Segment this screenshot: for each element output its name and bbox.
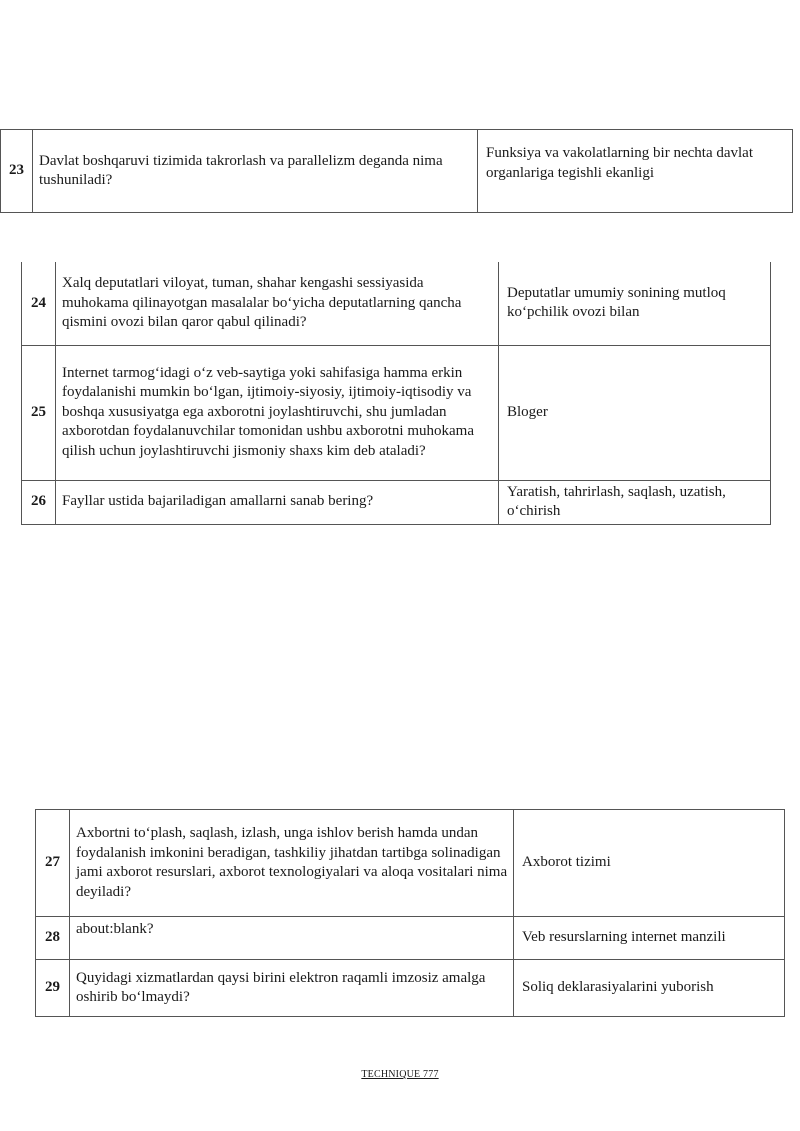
question-number: 26	[22, 480, 56, 524]
table-row	[22, 345, 771, 480]
answer-text: Veb resurslarning internet manzili	[514, 917, 785, 960]
qa-table-1	[0, 129, 793, 213]
question-number: 27	[36, 810, 70, 917]
table-row	[36, 960, 785, 1017]
answer-text: Axborot tizimi	[514, 810, 785, 917]
question-text: Quyidagi xizmatlardan qaysi birini elektron raqamli imzosiz amalga oshirib bo‘lmaydi?	[70, 960, 514, 1017]
table-row	[22, 480, 771, 524]
qa-table-2	[21, 262, 771, 525]
question-text: Davlat boshqaruvi tizimida takrorlash va parallelizm deganda nima tushuniladi?	[33, 130, 478, 213]
question-number: 24	[22, 262, 56, 345]
answer-text: Bloger	[499, 345, 771, 480]
question-number: 25	[22, 345, 56, 480]
question-text: Internet tarmog‘idagi o‘z veb-saytiga yoki sahifasiga hamma erkin foydalanishi mumkin bo‘lgan, ijtimoiy-siyosiy, ijtimoiy-iqtisodiy va boshqa xususiyatga ega axborotni joylashtiruvchi, shu jumladan axborotdan foydalanuvchilar tomonidan ushbu axborotni muhokama qilish uchun joylashtiruvchi jismoniy shaxs kim deb ataladi?	[56, 345, 499, 480]
table-row	[36, 810, 785, 917]
answer-text: Yaratish, tahrirlash, saqlash, uzatish, o‘chirish	[499, 480, 771, 524]
page-footer: TECHNIQUE 777	[361, 1069, 439, 1080]
answer-text: Soliq deklarasiyalarini yuborish	[514, 960, 785, 1017]
question-text: Xalq deputatlari viloyat, tuman, shahar kengashi sessiyasida muhokama qilinayotgan masalalar bo‘yicha deputatlarning qancha qismini ovozi bilan qaror qabul qilinadi?	[56, 262, 499, 345]
answer-text: Funksiya va vakolatlarning bir nechta davlat organlariga tegishli ekanligi	[478, 130, 793, 213]
question-text: about:blank?	[70, 917, 514, 960]
question-number: 29	[36, 960, 70, 1017]
table-row	[22, 262, 771, 345]
question-text: Axbortni to‘plash, saqlash, izlash, unga ishlov berish hamda undan foydalanish imkonini beradigan, tashkiliy jihatdan tartibga solinadigan jami axborot resurslari, axborot texnologiyalari va aloqa vositalari nima deyiladi?	[70, 810, 514, 917]
table-row	[36, 917, 785, 960]
answer-text: Deputatlar umumiy sonining mutloq ko‘pchilik ovozi bilan	[499, 262, 771, 345]
table-row	[1, 130, 793, 213]
question-number: 23	[1, 130, 33, 213]
question-text: Fayllar ustida bajariladigan amallarni sanab bering?	[56, 480, 499, 524]
question-number: 28	[36, 917, 70, 960]
qa-table-3	[35, 809, 785, 1017]
